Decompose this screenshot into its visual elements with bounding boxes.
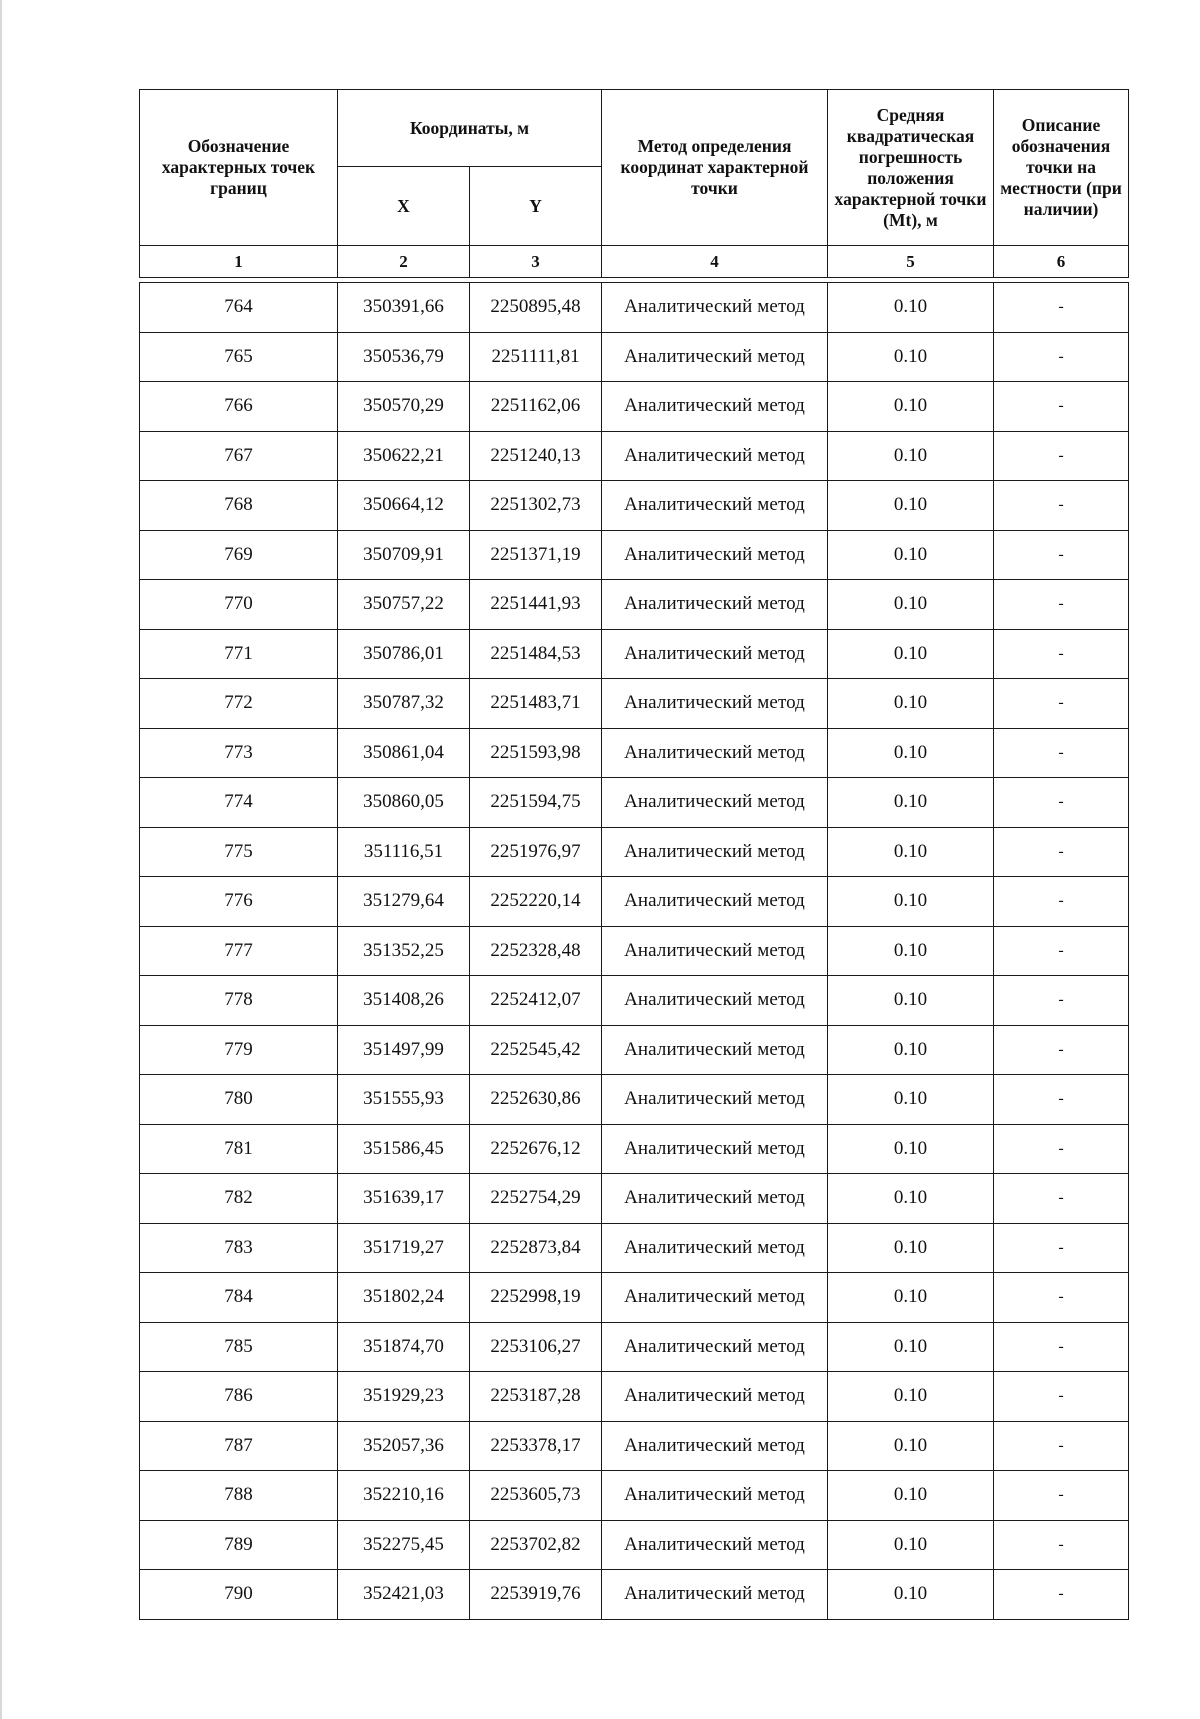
table-row bbox=[140, 679, 1129, 729]
cell-accuracy: 0.10 bbox=[828, 481, 994, 531]
table-row bbox=[140, 1570, 1129, 1620]
cell-x: 351929,23 bbox=[338, 1372, 470, 1422]
cell-description: - bbox=[994, 332, 1129, 382]
cell-y: 2252545,42 bbox=[470, 1025, 602, 1075]
table-row bbox=[140, 1421, 1129, 1471]
cell-description: - bbox=[994, 1025, 1129, 1075]
cell-x: 350860,05 bbox=[338, 778, 470, 828]
cell-description: - bbox=[994, 1570, 1129, 1620]
cell-x: 351555,93 bbox=[338, 1075, 470, 1125]
cell-method: Аналитический метод bbox=[602, 976, 828, 1026]
cell-method: Аналитический метод bbox=[602, 1223, 828, 1273]
table-row bbox=[140, 481, 1129, 531]
cell-method: Аналитический метод bbox=[602, 283, 828, 333]
cell-y: 2251593,98 bbox=[470, 728, 602, 778]
cell-y: 2252412,07 bbox=[470, 976, 602, 1026]
cell-point: 774 bbox=[140, 778, 338, 828]
cell-method: Аналитический метод bbox=[602, 1025, 828, 1075]
column-number: 2 bbox=[338, 246, 470, 278]
cell-description: - bbox=[994, 580, 1129, 630]
cell-accuracy: 0.10 bbox=[828, 1124, 994, 1174]
cell-y: 2251302,73 bbox=[470, 481, 602, 531]
cell-accuracy: 0.10 bbox=[828, 1075, 994, 1125]
cell-y: 2253605,73 bbox=[470, 1471, 602, 1521]
cell-x: 350536,79 bbox=[338, 332, 470, 382]
cell-method: Аналитический метод bbox=[602, 530, 828, 580]
cell-point: 773 bbox=[140, 728, 338, 778]
cell-point: 779 bbox=[140, 1025, 338, 1075]
cell-description: - bbox=[994, 283, 1129, 333]
cell-method: Аналитический метод bbox=[602, 1075, 828, 1125]
cell-method: Аналитический метод bbox=[602, 877, 828, 927]
cell-x: 350709,91 bbox=[338, 530, 470, 580]
cell-point: 785 bbox=[140, 1322, 338, 1372]
cell-accuracy: 0.10 bbox=[828, 1570, 994, 1620]
cell-accuracy: 0.10 bbox=[828, 976, 994, 1026]
cell-x: 352057,36 bbox=[338, 1421, 470, 1471]
table-row bbox=[140, 1273, 1129, 1323]
cell-y: 2252998,19 bbox=[470, 1273, 602, 1323]
cell-x: 350622,21 bbox=[338, 431, 470, 481]
cell-accuracy: 0.10 bbox=[828, 827, 994, 877]
header-coordinates: Координаты, м bbox=[338, 90, 602, 167]
header-y: Y bbox=[470, 167, 602, 246]
column-number: 1 bbox=[140, 246, 338, 278]
cell-point: 772 bbox=[140, 679, 338, 729]
table-row bbox=[140, 778, 1129, 828]
cell-accuracy: 0.10 bbox=[828, 679, 994, 729]
cell-accuracy: 0.10 bbox=[828, 530, 994, 580]
cell-point: 782 bbox=[140, 1174, 338, 1224]
cell-y: 2253187,28 bbox=[470, 1372, 602, 1422]
cell-x: 352275,45 bbox=[338, 1520, 470, 1570]
cell-point: 766 bbox=[140, 382, 338, 432]
table-row bbox=[140, 827, 1129, 877]
table-row bbox=[140, 926, 1129, 976]
table-row bbox=[140, 431, 1129, 481]
cell-description: - bbox=[994, 382, 1129, 432]
cell-x: 350787,32 bbox=[338, 679, 470, 729]
cell-description: - bbox=[994, 1471, 1129, 1521]
cell-method: Аналитический метод bbox=[602, 481, 828, 531]
cell-y: 2252220,14 bbox=[470, 877, 602, 927]
cell-point: 778 bbox=[140, 976, 338, 1026]
cell-point: 789 bbox=[140, 1520, 338, 1570]
cell-point: 787 bbox=[140, 1421, 338, 1471]
cell-accuracy: 0.10 bbox=[828, 778, 994, 828]
table-row bbox=[140, 1372, 1129, 1422]
column-number: 4 bbox=[602, 246, 828, 278]
cell-method: Аналитический метод bbox=[602, 1372, 828, 1422]
cell-y: 2252630,86 bbox=[470, 1075, 602, 1125]
cell-description: - bbox=[994, 877, 1129, 927]
cell-method: Аналитический метод bbox=[602, 1322, 828, 1372]
cell-method: Аналитический метод bbox=[602, 1471, 828, 1521]
cell-method: Аналитический метод bbox=[602, 728, 828, 778]
cell-x: 351719,27 bbox=[338, 1223, 470, 1273]
cell-y: 2251371,19 bbox=[470, 530, 602, 580]
cell-y: 2251441,93 bbox=[470, 580, 602, 630]
cell-method: Аналитический метод bbox=[602, 1421, 828, 1471]
cell-y: 2252328,48 bbox=[470, 926, 602, 976]
cell-accuracy: 0.10 bbox=[828, 728, 994, 778]
cell-x: 350786,01 bbox=[338, 629, 470, 679]
cell-accuracy: 0.10 bbox=[828, 1421, 994, 1471]
table-row bbox=[140, 1025, 1129, 1075]
table-row bbox=[140, 1075, 1129, 1125]
cell-description: - bbox=[994, 976, 1129, 1026]
cell-method: Аналитический метод bbox=[602, 1520, 828, 1570]
cell-point: 777 bbox=[140, 926, 338, 976]
cell-description: - bbox=[994, 1124, 1129, 1174]
header-accuracy: Средняя квадратическая погрешность положения характерной точки (Mt), м bbox=[828, 90, 994, 246]
cell-accuracy: 0.10 bbox=[828, 926, 994, 976]
cell-accuracy: 0.10 bbox=[828, 1174, 994, 1224]
cell-method: Аналитический метод bbox=[602, 431, 828, 481]
cell-description: - bbox=[994, 481, 1129, 531]
cell-point: 786 bbox=[140, 1372, 338, 1422]
cell-y: 2251594,75 bbox=[470, 778, 602, 828]
header-point: Обозначение характерных точек границ bbox=[140, 90, 338, 246]
cell-point: 764 bbox=[140, 283, 338, 333]
table-row bbox=[140, 728, 1129, 778]
table-row bbox=[140, 629, 1129, 679]
table-row bbox=[140, 580, 1129, 630]
cell-x: 350861,04 bbox=[338, 728, 470, 778]
column-number: 5 bbox=[828, 246, 994, 278]
cell-point: 783 bbox=[140, 1223, 338, 1273]
cell-point: 781 bbox=[140, 1124, 338, 1174]
cell-accuracy: 0.10 bbox=[828, 877, 994, 927]
table-row bbox=[140, 1223, 1129, 1273]
cell-accuracy: 0.10 bbox=[828, 1025, 994, 1075]
cell-point: 775 bbox=[140, 827, 338, 877]
cell-method: Аналитический метод bbox=[602, 926, 828, 976]
column-number: 3 bbox=[470, 246, 602, 278]
cell-x: 350391,66 bbox=[338, 283, 470, 333]
cell-description: - bbox=[994, 1322, 1129, 1372]
table-row bbox=[140, 1174, 1129, 1224]
cell-x: 351586,45 bbox=[338, 1124, 470, 1174]
header-description: Описание обозначения точки на местности (при наличии) bbox=[994, 90, 1129, 246]
cell-point: 788 bbox=[140, 1471, 338, 1521]
cell-x: 351279,64 bbox=[338, 877, 470, 927]
cell-x: 350757,22 bbox=[338, 580, 470, 630]
cell-x: 350664,12 bbox=[338, 481, 470, 531]
cell-method: Аналитический метод bbox=[602, 382, 828, 432]
cell-description: - bbox=[994, 1421, 1129, 1471]
cell-description: - bbox=[994, 1174, 1129, 1224]
cell-y: 2251483,71 bbox=[470, 679, 602, 729]
cell-x: 351116,51 bbox=[338, 827, 470, 877]
cell-y: 2251976,97 bbox=[470, 827, 602, 877]
header-method: Метод определения координат характерной точки bbox=[602, 90, 828, 246]
cell-point: 770 bbox=[140, 580, 338, 630]
cell-y: 2252754,29 bbox=[470, 1174, 602, 1224]
cell-method: Аналитический метод bbox=[602, 629, 828, 679]
cell-method: Аналитический метод bbox=[602, 1124, 828, 1174]
cell-y: 2251240,13 bbox=[470, 431, 602, 481]
table-row bbox=[140, 283, 1129, 333]
cell-description: - bbox=[994, 431, 1129, 481]
cell-method: Аналитический метод bbox=[602, 1570, 828, 1620]
cell-y: 2251162,06 bbox=[470, 382, 602, 432]
table-row bbox=[140, 1124, 1129, 1174]
cell-description: - bbox=[994, 1223, 1129, 1273]
cell-y: 2251484,53 bbox=[470, 629, 602, 679]
cell-description: - bbox=[994, 728, 1129, 778]
cell-accuracy: 0.10 bbox=[828, 1273, 994, 1323]
cell-y: 2252676,12 bbox=[470, 1124, 602, 1174]
cell-accuracy: 0.10 bbox=[828, 431, 994, 481]
cell-accuracy: 0.10 bbox=[828, 1520, 994, 1570]
cell-description: - bbox=[994, 827, 1129, 877]
cell-accuracy: 0.10 bbox=[828, 332, 994, 382]
page-edge-shadow bbox=[0, 0, 2, 1719]
cell-accuracy: 0.10 bbox=[828, 580, 994, 630]
cell-accuracy: 0.10 bbox=[828, 382, 994, 432]
cell-point: 767 bbox=[140, 431, 338, 481]
cell-y: 2252873,84 bbox=[470, 1223, 602, 1273]
cell-y: 2253378,17 bbox=[470, 1421, 602, 1471]
cell-point: 790 bbox=[140, 1570, 338, 1620]
cell-method: Аналитический метод bbox=[602, 332, 828, 382]
cell-accuracy: 0.10 bbox=[828, 1471, 994, 1521]
cell-point: 776 bbox=[140, 877, 338, 927]
cell-method: Аналитический метод bbox=[602, 580, 828, 630]
cell-description: - bbox=[994, 629, 1129, 679]
cell-method: Аналитический метод bbox=[602, 827, 828, 877]
cell-method: Аналитический метод bbox=[602, 1174, 828, 1224]
cell-accuracy: 0.10 bbox=[828, 1372, 994, 1422]
cell-description: - bbox=[994, 679, 1129, 729]
column-number: 6 bbox=[994, 246, 1129, 278]
table-row bbox=[140, 530, 1129, 580]
cell-description: - bbox=[994, 1075, 1129, 1125]
cell-x: 351408,26 bbox=[338, 976, 470, 1026]
cell-point: 784 bbox=[140, 1273, 338, 1323]
cell-y: 2253702,82 bbox=[470, 1520, 602, 1570]
cell-x: 352210,16 bbox=[338, 1471, 470, 1521]
cell-x: 351802,24 bbox=[338, 1273, 470, 1323]
cell-method: Аналитический метод bbox=[602, 679, 828, 729]
cell-x: 351874,70 bbox=[338, 1322, 470, 1372]
cell-x: 351639,17 bbox=[338, 1174, 470, 1224]
cell-method: Аналитический метод bbox=[602, 1273, 828, 1323]
cell-description: - bbox=[994, 926, 1129, 976]
cell-description: - bbox=[994, 1520, 1129, 1570]
cell-description: - bbox=[994, 1273, 1129, 1323]
cell-y: 2253919,76 bbox=[470, 1570, 602, 1620]
cell-point: 780 bbox=[140, 1075, 338, 1125]
table-row bbox=[140, 332, 1129, 382]
cell-x: 350570,29 bbox=[338, 382, 470, 432]
table-row bbox=[140, 976, 1129, 1026]
cell-y: 2253106,27 bbox=[470, 1322, 602, 1372]
column-number-row bbox=[140, 246, 1129, 278]
cell-description: - bbox=[994, 530, 1129, 580]
cell-point: 765 bbox=[140, 332, 338, 382]
cell-description: - bbox=[994, 1372, 1129, 1422]
cell-description: - bbox=[994, 778, 1129, 828]
cell-accuracy: 0.10 bbox=[828, 1223, 994, 1273]
cell-point: 768 bbox=[140, 481, 338, 531]
table-row bbox=[140, 382, 1129, 432]
cell-accuracy: 0.10 bbox=[828, 1322, 994, 1372]
cell-accuracy: 0.10 bbox=[828, 629, 994, 679]
cell-x: 352421,03 bbox=[338, 1570, 470, 1620]
cell-y: 2251111,81 bbox=[470, 332, 602, 382]
coordinates-table bbox=[139, 89, 1129, 1620]
table-row bbox=[140, 1520, 1129, 1570]
cell-x: 351497,99 bbox=[338, 1025, 470, 1075]
table-row bbox=[140, 1471, 1129, 1521]
cell-x: 351352,25 bbox=[338, 926, 470, 976]
header-x: X bbox=[338, 167, 470, 246]
cell-method: Аналитический метод bbox=[602, 778, 828, 828]
cell-y: 2250895,48 bbox=[470, 283, 602, 333]
table-row bbox=[140, 877, 1129, 927]
table-body bbox=[140, 278, 1129, 1620]
cell-point: 769 bbox=[140, 530, 338, 580]
table-row bbox=[140, 1322, 1129, 1372]
table-header bbox=[140, 90, 1129, 278]
cell-point: 771 bbox=[140, 629, 338, 679]
cell-accuracy: 0.10 bbox=[828, 283, 994, 333]
